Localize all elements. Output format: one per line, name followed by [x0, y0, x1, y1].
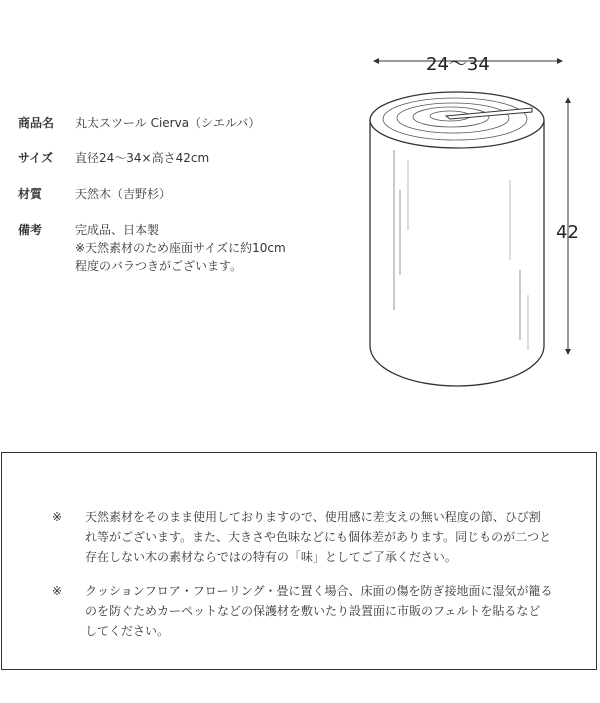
spec-value-line: 天然木（吉野杉） [75, 187, 172, 201]
note-line: 天然素材をそのまま使用しておりますので、使用感に差支えの無い程度の節、ひび割 [85, 510, 541, 524]
spec-value-line: 完成品、日本製 [75, 223, 160, 237]
spec-label: サイズ [18, 151, 54, 165]
spec-value [75, 221, 375, 275]
note-mark: ※ [52, 584, 63, 598]
spec-value-line: ※天然素材のため座面サイズに約10cm [75, 241, 286, 255]
spec-value [75, 185, 375, 203]
notes-box [1, 452, 597, 670]
note-text [85, 507, 555, 567]
note-line: 存在しない木の素材ならではの特有の「味」としてご了承ください。 [85, 550, 457, 564]
spec-label: 材質 [18, 187, 43, 201]
height-dimension-label: 42 [556, 222, 579, 243]
spec-value [75, 114, 375, 132]
note-text [85, 581, 555, 641]
spec-value [75, 149, 375, 167]
spec-value-line: 直径24～34×高さ42cm [75, 151, 210, 165]
note-mark: ※ [52, 510, 63, 524]
note-line: のを防ぐためカーペットなどの保護材を敷いたり設置面に市販のフェルトを貼るなど [85, 604, 541, 618]
spec-value-line: 丸太スツール Cierva（シエルバ） [75, 116, 261, 130]
spec-label: 商品名 [18, 116, 55, 130]
spec-label: 備考 [18, 223, 43, 237]
note-line: してください。 [85, 624, 170, 638]
spec-value-line: 程度のバラつきがございます。 [75, 259, 243, 273]
note-line: れ等がございます。また、大きさや色味などにも個体差があります。同じものが二つと [85, 530, 552, 544]
width-dimension-label: 24～34 [426, 54, 490, 75]
log-body [370, 120, 544, 386]
note-line: クッションフロア・フローリング・畳に置く場合、床面の傷を防ぎ接地面に湿気が籠る [85, 584, 553, 598]
